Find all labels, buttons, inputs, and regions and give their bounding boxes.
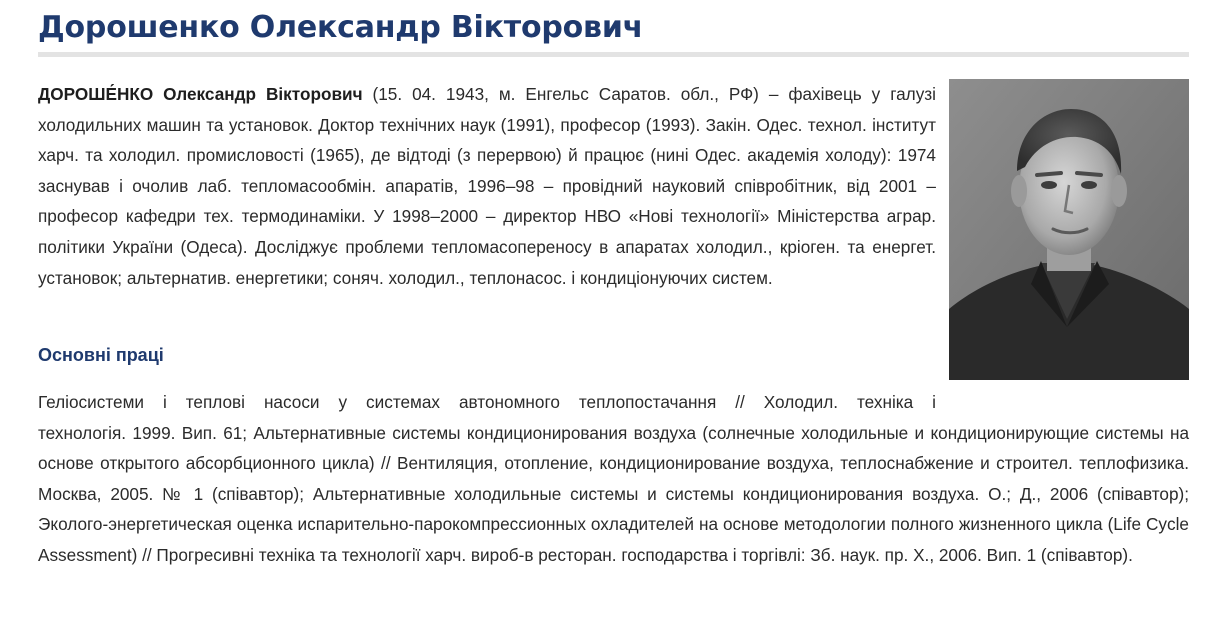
works-first-line: Геліосистеми і теплові насоси у системах автономного теплопостачання // Холодил. техніка і	[38, 392, 936, 412]
works-heading: Основні праці	[38, 345, 164, 365]
person-name: ДОРОШЕ́НКО Олександр Вікторович	[38, 84, 363, 104]
page-title: Дорошенко Олександр Вікторович	[38, 10, 644, 45]
biography-text	[38, 79, 936, 293]
title-divider	[38, 52, 1189, 57]
biography-body: (15. 04. 1943, м. Енгельс Саратов. обл., РФ) – фахівець у галузі холодильних машин та установок. Доктор технічних наук (1991), професор (1993). Закін. Одес. технол. інститут харч. та холодил. промисловості (1965), де відтоді (з перервою) й працює (нині Одес. академія холоду): 1974 заснував і очолив лаб. тепломасообмін. апаратів, 1996–98 – провідний науковий співробітник, від 2001 – професор кафедри тех. термодинаміки. У 1998–2000 – директор НВО «Нові технології» Міністерства аграр. політики України (Одеса). Досліджує проблеми тепломасопереносу в апаратах холодил., кріоген. та енергет. установок; альтернатив. енергетики; соняч. холодил., теплонасос. і кондиціонуючих систем.	[38, 84, 936, 288]
works-rest: технологія. 1999. Вип. 61; Альтернативные системы кондиционирования воздуха (солнечные холодильные и кондиционирующие системы на основе открытого абсорбционного цикла) // Вентиляция, отопление, кондиционирование воздуха, теплоснабжение и строител. теплофизика. Москва, 2005. № 1 (співавтор); Альтернативные холодильные системы и системы кондиционирования воздуха. О.; Д., 2006 (співавтор); Эколого-энергетическая оценка испарительно-парокомпрессионных охладителей на основе методологии полного жизненного цикла (Life Cycle Assessment) // Прогресивні техніка та технології харч. вироб-в ресторан. господарства і торгівлі: Зб. наук. пр. Х., 2006. Вип. 1 (співавтор).	[38, 422, 1189, 565]
portrait-photo	[949, 79, 1189, 380]
works-text	[38, 387, 1189, 571]
